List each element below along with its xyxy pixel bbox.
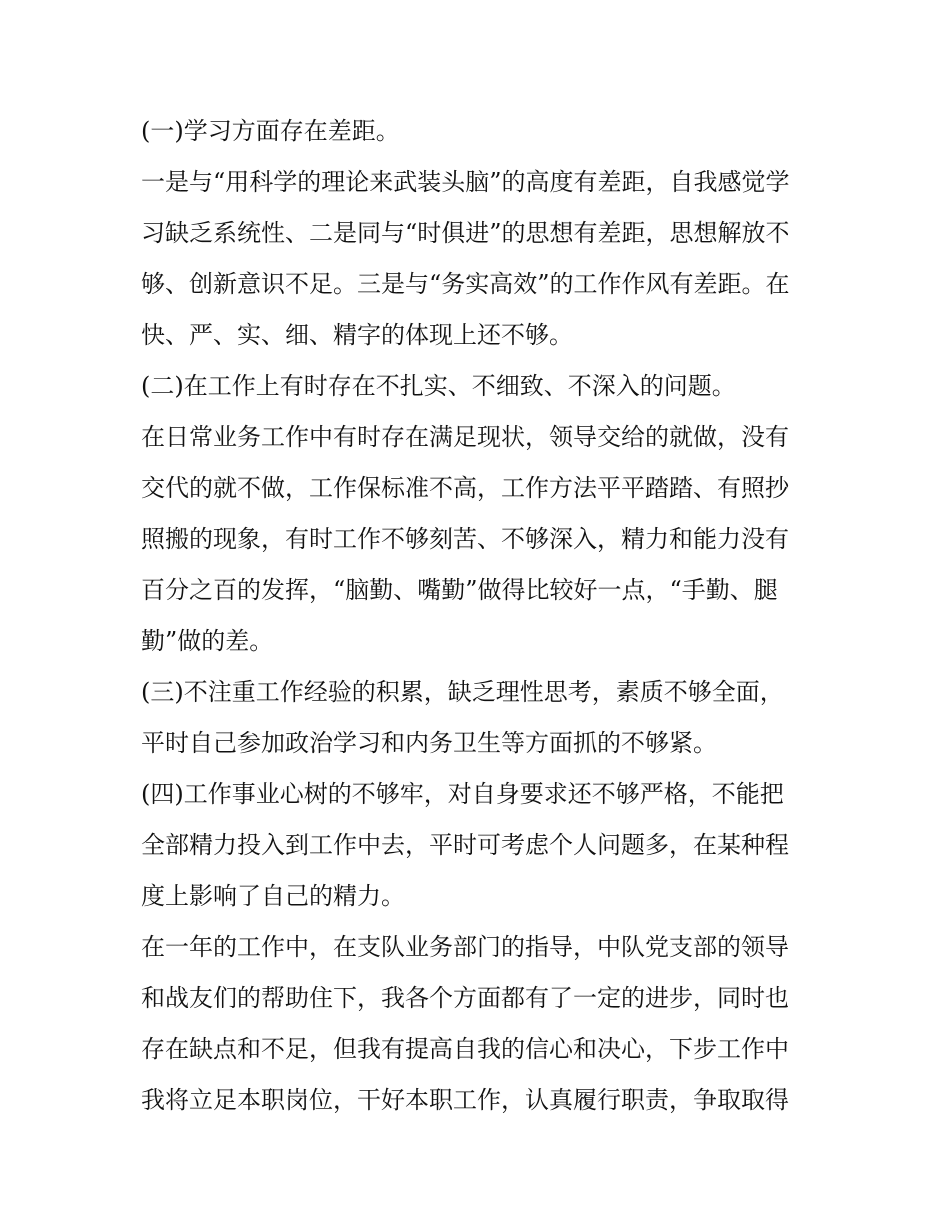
paragraph-summary: 在一年的工作中，在支队业务部门的指导，中队党支部的领导 和战友们的帮助住下，我各个方面都有了一定的进步，同时也 存在缺点和不足，但我有提高自我的信心和决心，下步工作中 我将立足本职岗位，干好本职工作，认真履行职责，争取取得	[141, 933, 789, 1114]
paragraph-work-issues-details: 在日常业务工作中有时存在满足现状，领导交给的就做，没有 交代的就不做，工作保标准不高，工作方法平平踏踏、有照抄 照搬的现象，有时工作不够刻苦、不够深入，精力和能力没有 百分之百的发挥，“脑勤、嘴勤”做得比较好一点，“手勤、腿 勤”做的差。	[141, 423, 789, 655]
heading-experience: (三)不注重工作经验的积累，缺乏理性思考，素质不够全面， 平时自己参加政治学习和内务卫生等方面抓的不够紧。	[141, 678, 784, 757]
paragraph-study-gap-details: 一是与“用科学的理论来武装头脑”的高度有差距，自我感觉学 习缺乏系统性、二是同与“时俱进”的思想有差距，思想解放不 够、创新意识不足。三是与“务实高效”的工作作风有差距。在 快、严、实、细、精字的体现上还不够。	[141, 168, 790, 349]
heading-dedication: (四)工作事业心树的不够牢，对自身要求还不够严格，不能把 全部精力投入到工作中去，平时可考虑个人问题多，在某种程 度上影响了自己的精力。	[141, 780, 789, 910]
heading-study-gap: (一)学习方面存在差距。	[141, 117, 400, 145]
heading-work-issues: (二)在工作上有时存在不扎实、不细致、不深入的问题。	[141, 372, 736, 400]
document-body	[141, 106, 821, 1126]
